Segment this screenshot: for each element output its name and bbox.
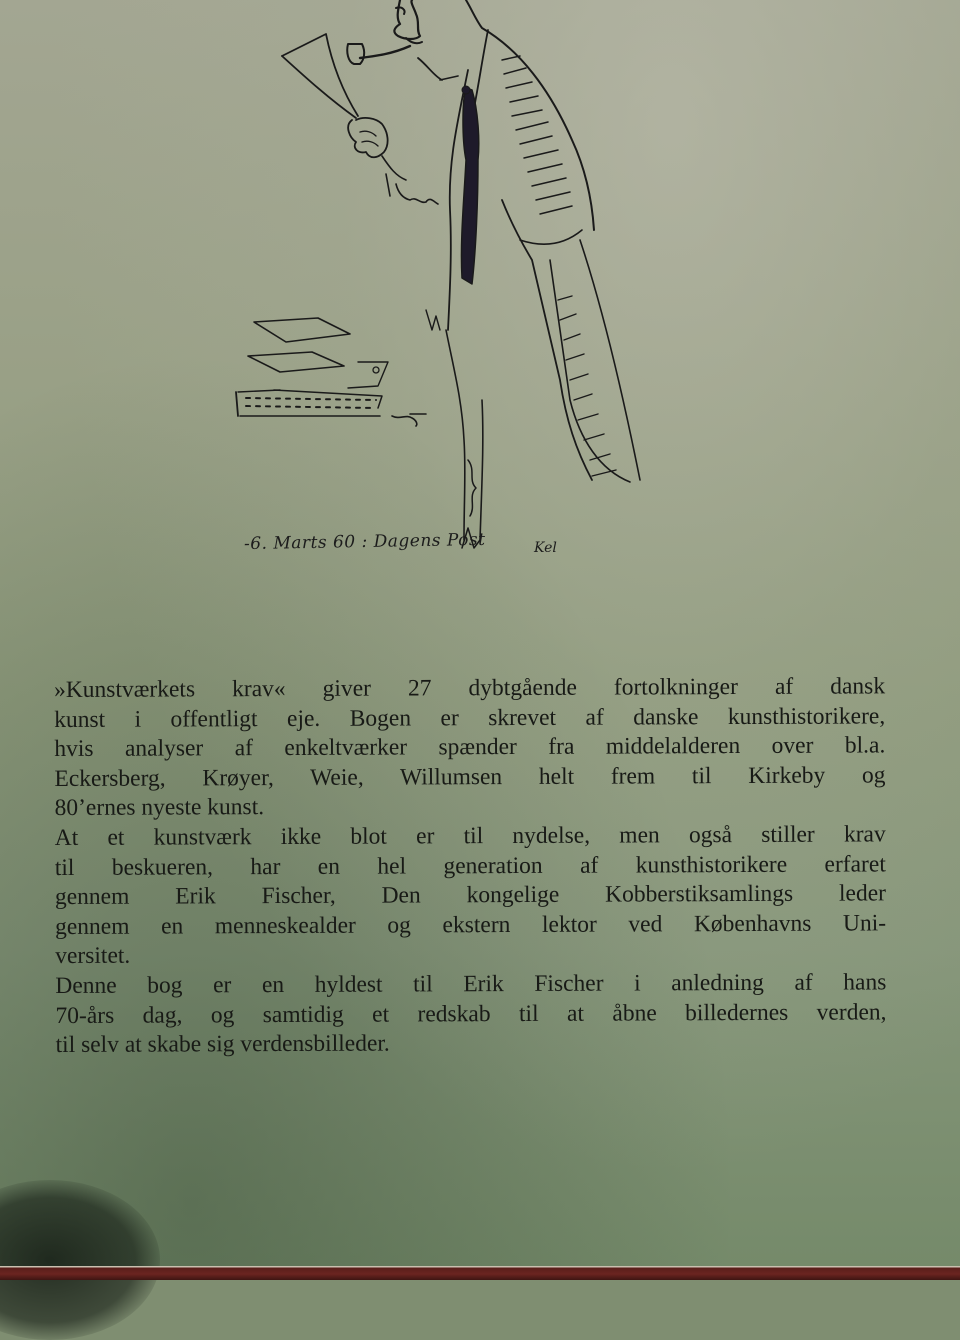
blurb-line: til beskueren, har en hel generation af kunsthistorikere erfaret [54, 850, 886, 881]
blurb-line: kunst i offentligt eje. Bogen er skrevet af danske kunsthistorikere, [54, 702, 886, 733]
artist-signature: Kel [534, 540, 557, 556]
blurb-line: gennem en menneskealder og ekstern lektor ved Københavns Uni- [55, 910, 887, 940]
blurb-line: »Kunstværkets krav« giver 27 dybtgående fortolkninger af dansk [54, 673, 886, 703]
blurb-paragraph-1 [54, 672, 886, 824]
sketch-caption: -6. Marts 60 : Dagens Post [243, 529, 486, 555]
blurb-line: versitet. [55, 943, 131, 970]
blurb-line: At et kunstværk ikke blot er til nydelse, men også stiller krav [54, 821, 886, 851]
blurb-paragraph-3 [55, 968, 886, 1060]
pen-sketch-illustration [220, 0, 700, 580]
blurb-line: Denne bog er en hyldest til Erik Fischer i anledning af hans [55, 969, 887, 999]
blurb-line: 80’ernes nyeste kunst. [54, 794, 265, 822]
blurb-line: Eckersberg, Krøyer, Weie, Willumsen helt frem til Kirkeby og [54, 762, 886, 792]
table-edge [0, 1266, 960, 1280]
blurb-line: gennem Erik Fischer, Den kongelige Kobberstiksamlings leder [54, 880, 887, 911]
blurb-line: hvis analyser af enkeltværker spænder fra middelalderen over bl.a. [54, 732, 886, 763]
cover-blurb [54, 672, 887, 1060]
blurb-paragraph-2 [55, 820, 887, 972]
blurb-line: 70-års dag, og samtidig et redskab til at åbne billedernes verden, [55, 998, 887, 1029]
blurb-line: til selv at skabe sig verdensbilleder. [55, 1030, 390, 1059]
